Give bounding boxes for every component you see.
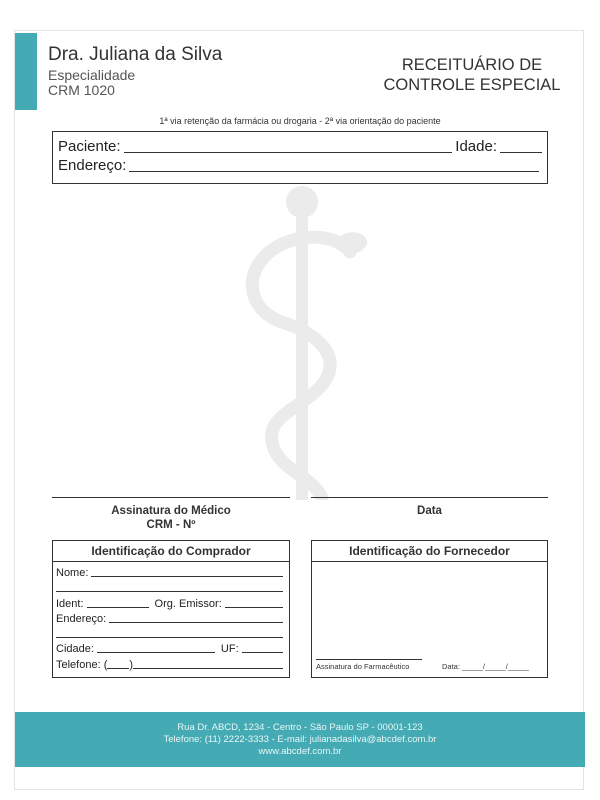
doctor-signature-label [52, 504, 290, 532]
address-field[interactable] [129, 170, 539, 172]
form-title-line-2: CONTROLE ESPECIAL [383, 76, 561, 94]
supplier-id-separator [312, 561, 547, 562]
address-row [58, 157, 542, 175]
buyer-uf-field[interactable] [242, 651, 283, 653]
buyer-phone-area-field[interactable] [107, 667, 129, 669]
rod-of-asclepius-icon [232, 180, 372, 500]
buyer-phone-close-paren: ) [129, 659, 134, 671]
watermark-shapes [252, 186, 367, 500]
buyer-address-label: Endereço: [56, 613, 107, 625]
doctor-crm: CRM 1020 [48, 82, 115, 98]
doctor-specialty: Especialidade [48, 67, 136, 83]
patient-box [52, 131, 548, 184]
patient-label: Paciente: [58, 138, 121, 155]
buyer-ident-field[interactable] [87, 606, 149, 608]
buyer-id-separator [53, 561, 289, 562]
buyer-id-title: Identificação do Comprador [91, 544, 251, 558]
buyer-blank-row-2 [56, 626, 285, 640]
form-title [372, 55, 572, 95]
buyer-address-row [56, 611, 285, 625]
buyer-org-emissor-field[interactable] [225, 606, 283, 608]
buyer-uf-label: UF: [220, 643, 239, 655]
buyer-name-field[interactable] [91, 575, 283, 577]
buyer-blank-field-1[interactable] [56, 590, 283, 592]
buyer-phone-label: Telefone: ( [56, 659, 108, 671]
buyer-name-label: Nome: [56, 567, 89, 579]
buyer-name-row [56, 565, 285, 579]
via-note: 1ª via retenção da farmácia ou drogaria - 2ª via orientação do paciente [159, 116, 441, 126]
buyer-ident-label: Ident: [56, 598, 84, 610]
buyer-phone-field[interactable] [133, 667, 283, 669]
form-title-line-1: RECEITUÁRIO DE [401, 56, 543, 74]
watermark-staff-knob [286, 186, 318, 218]
buyer-id-box [52, 540, 290, 678]
footer-address: Rua Dr. ABCD, 1234 - Centro - São Paulo SP - 00001-123 [177, 722, 423, 733]
buyer-ident-row [56, 596, 285, 610]
buyer-blank-field-2[interactable] [56, 636, 283, 638]
date-label: Data [417, 505, 442, 517]
buyer-org-emissor-label: Org. Emissor: [154, 598, 222, 610]
pharmacist-signature-line[interactable] [316, 659, 422, 660]
doctor-name: Dra. Juliana da Silva [48, 44, 223, 65]
buyer-city-field[interactable] [97, 651, 215, 653]
footer-contact: Telefone: (11) 2222-3333 - E-mail: julianadasilva@abcdef.com.br [163, 734, 437, 745]
supplier-id-box [311, 540, 548, 678]
doctor-signature-text: Assinatura do Médico [111, 505, 231, 517]
buyer-address-field[interactable] [109, 621, 283, 623]
buyer-city-row [56, 641, 285, 655]
accent-bar [15, 33, 37, 110]
supplier-date-label: Data: _____/_____/_____ [442, 662, 529, 671]
footer-website: www.abcdef.com.br [258, 746, 342, 757]
buyer-phone-row [56, 657, 285, 671]
patient-name-field[interactable] [124, 151, 453, 153]
age-label: Idade: [455, 138, 497, 155]
pharmacist-signature-label: Assinatura do Farmacêutico [316, 662, 410, 671]
crm-number-label: CRM - Nº [146, 519, 196, 531]
address-label: Endereço: [58, 157, 127, 174]
watermark-snake-head [336, 232, 367, 254]
age-field[interactable] [500, 152, 542, 153]
patient-row [58, 138, 542, 156]
footer-bar [15, 712, 585, 767]
date-signature-line[interactable] [311, 497, 548, 498]
supplier-id-title: Identificação do Fornecedor [349, 544, 510, 558]
doctor-signature-line[interactable] [52, 497, 290, 498]
buyer-city-label: Cidade: [56, 643, 94, 655]
buyer-blank-row-1 [56, 580, 285, 594]
